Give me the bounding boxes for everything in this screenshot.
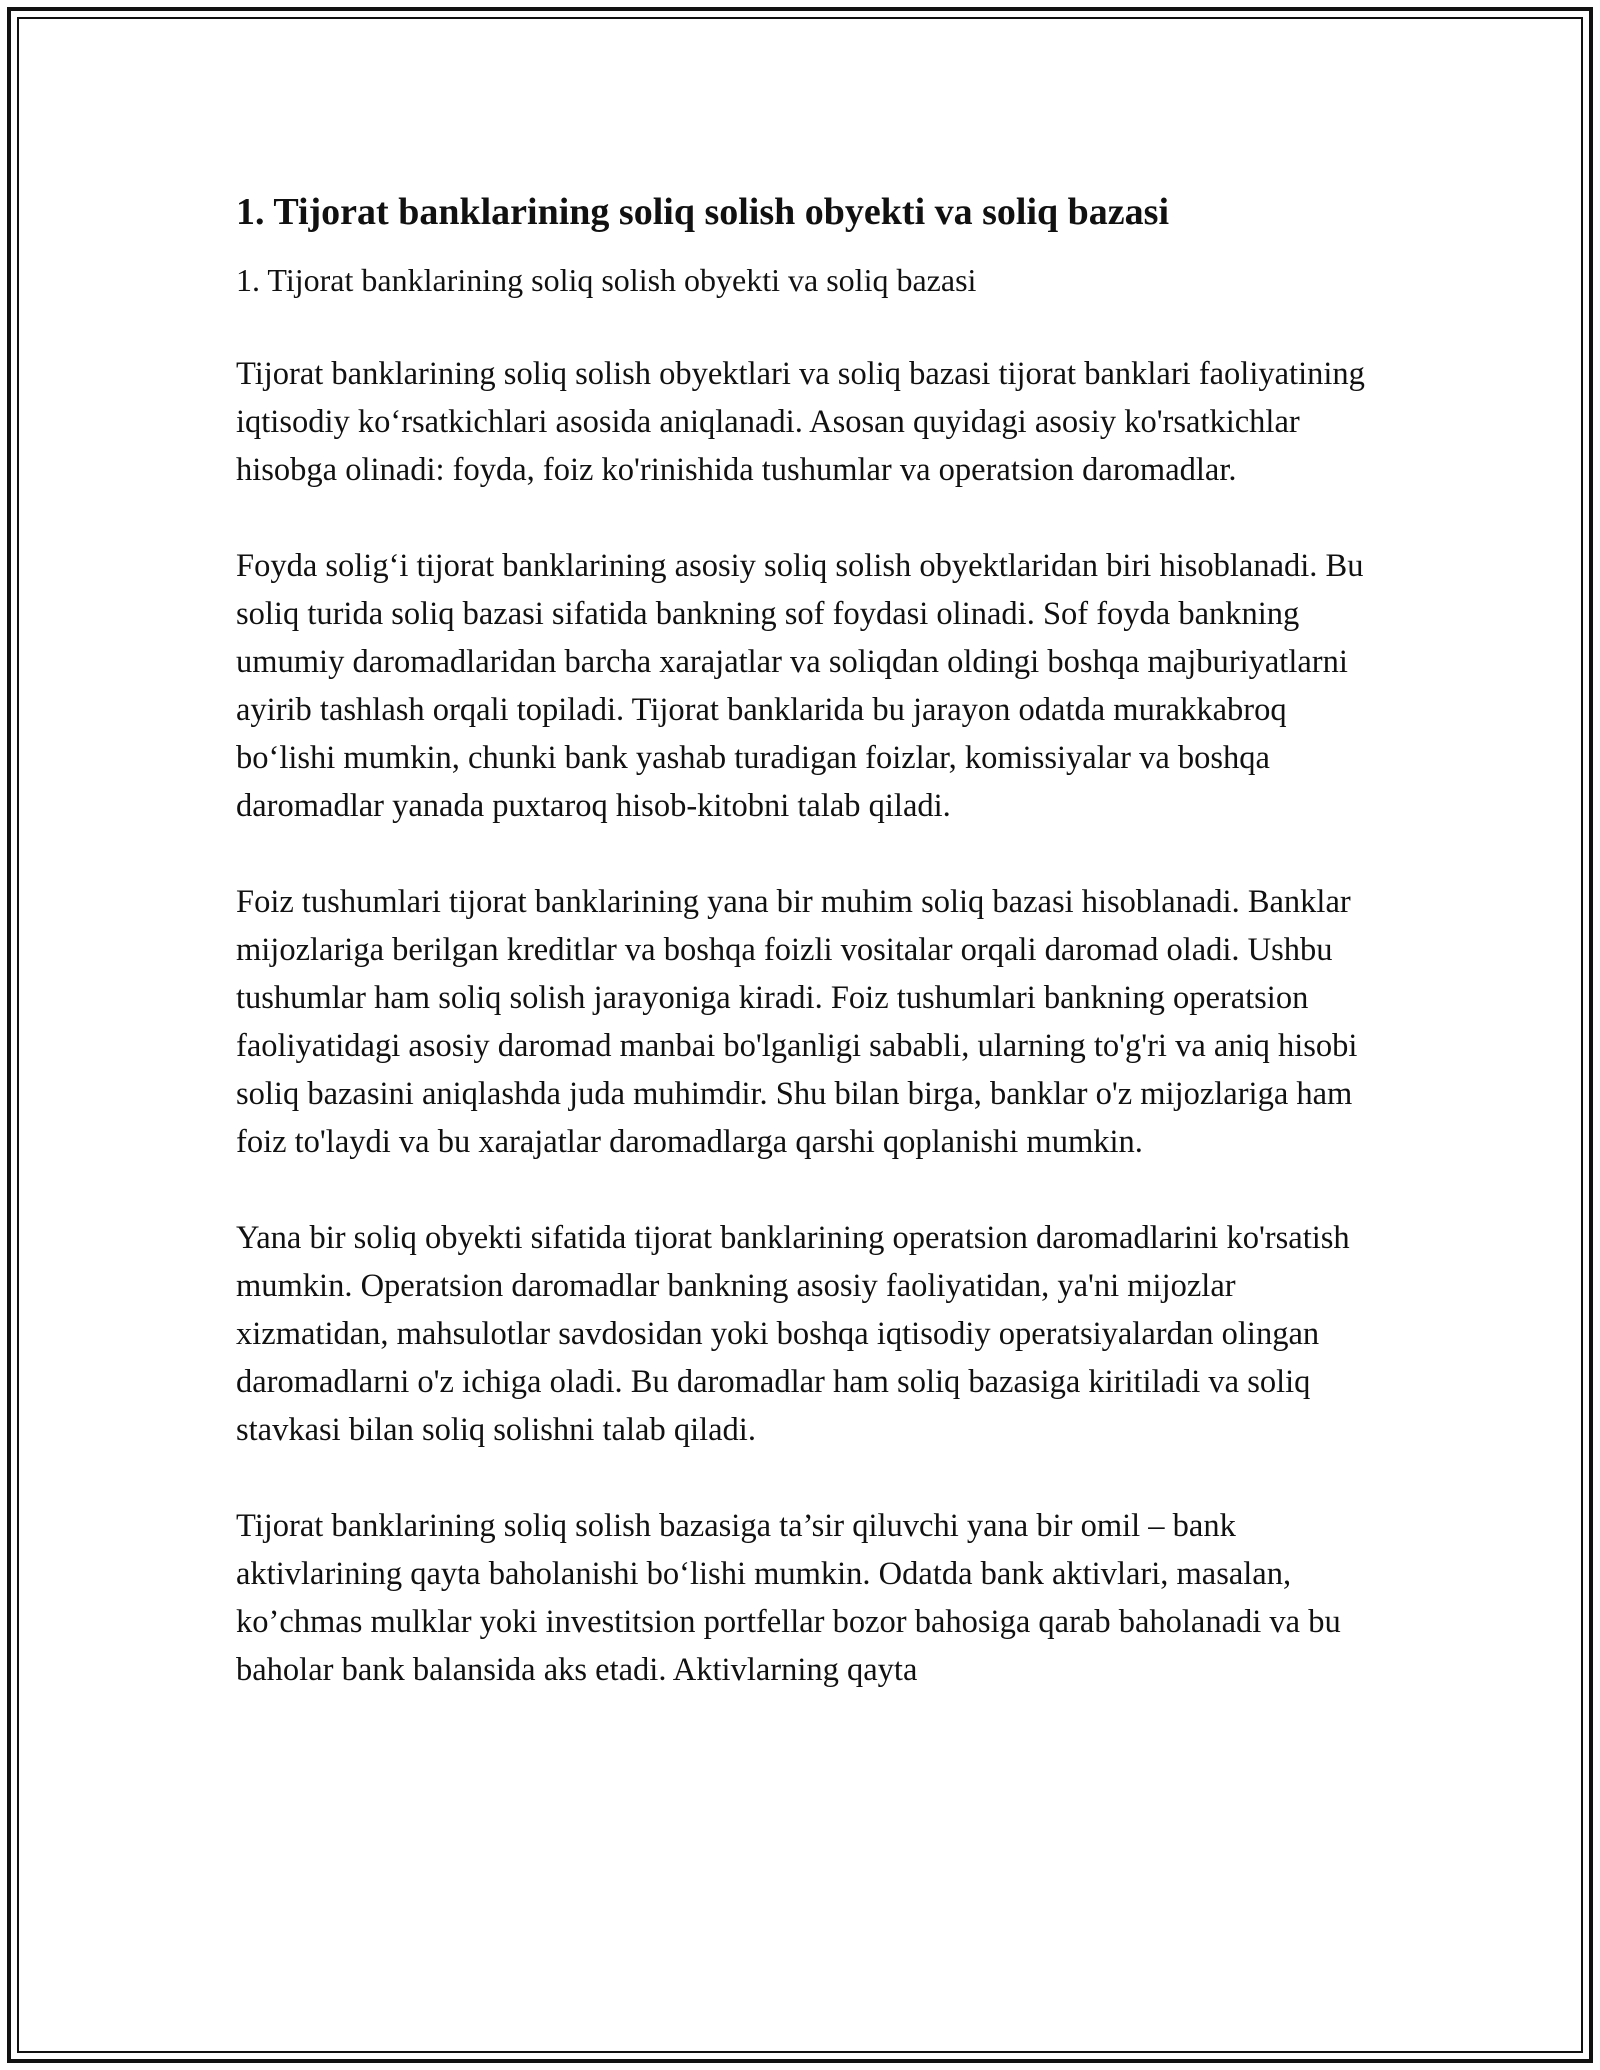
paragraph-1: Tijorat banklarining soliq solish obyektlari va soliq bazasi tijorat banklari faoliyatining iqtisodiy ko‘rsatkichlari asosida aniqlanadi. Asosan quyidagi asosiy ko'rsatkichlar hisobga olinadi: foyda, foiz ko'rinishida tushumlar va operatsion daromadlar. <box>236 356 1365 488</box>
paragraph-4: Yana bir soliq obyekti sifatida tijorat banklarining operatsion daromadlarini ko'rsatish mumkin. Operatsion daromadlar bankning asosiy faoliyatidan, ya'ni mijozlar xizmatidan, mahsulotlar savdosidan yoki boshqa iqtisodiy operatsiyalardan olingan daromadlarni o'z ichiga oladi. Bu daromadlar ham soliq bazasiga kiritiladi va soliq stavkasi bilan soliq solishni talab qiladi. <box>236 1220 1350 1448</box>
document-heading: 1. Tijorat banklarining soliq solish obyekti va soliq bazasi <box>236 191 1170 233</box>
paragraph-2: Foyda solig‘i tijorat banklarining asosiy soliq solish obyektlaridan biri hisoblanadi. Bu soliq turida soliq bazasi sifatida bankning sof foydasi olinadi. Sof foyda bankning umumiy daromadlaridan barcha xarajatlar va soliqdan oldingi boshqa majburiyatlarni ayirib tashlash orqali topiladi. Tijorat banklarida bu jarayon odatda murakkabroq bo‘lishi mumkin, chunki bank yashab turadigan foizlar, komissiyalar va boshqa daromadlar yanada puxtaroq hisob-kitobni talab qiladi. <box>236 548 1364 824</box>
document-body <box>236 188 1376 1742</box>
paragraph-3: Foiz tushumlari tijorat banklarining yana bir muhim soliq bazasi hisoblanadi. Banklar mijozlariga berilgan kreditlar va boshqa foizli vositalar orqali daromad oladi. Ushbu tushumlar ham soliq solish jarayoniga kiradi. Foiz tushumlari bankning operatsion faoliyatidagi asosiy daromad manbai bo'lganligi sababli, ularning to'g'ri va aniq hisobi soliq bazasini aniqlashda juda muhimdir. Shu bilan birga, banklar o'z mijozlariga ham foiz to'laydi va bu xarajatlar daromadlarga qarshi qoplanishi mumkin. <box>236 884 1358 1160</box>
paragraph-5: Tijorat banklarining soliq solish bazasiga ta’sir qiluvchi yana bir omil – bank aktivlarining qayta baholanishi bo‘lishi mumkin. Odatda bank aktivlari, masalan, ko’chmas mulklar yoki investitsion portfellar bozor bahosiga qarab baholanadi va bu baholar bank balansida aks etadi. Aktivlarning qayta <box>236 1508 1341 1688</box>
document-subheading: 1. Tijorat banklarining soliq solish obyekti va soliq bazasi <box>236 262 977 298</box>
